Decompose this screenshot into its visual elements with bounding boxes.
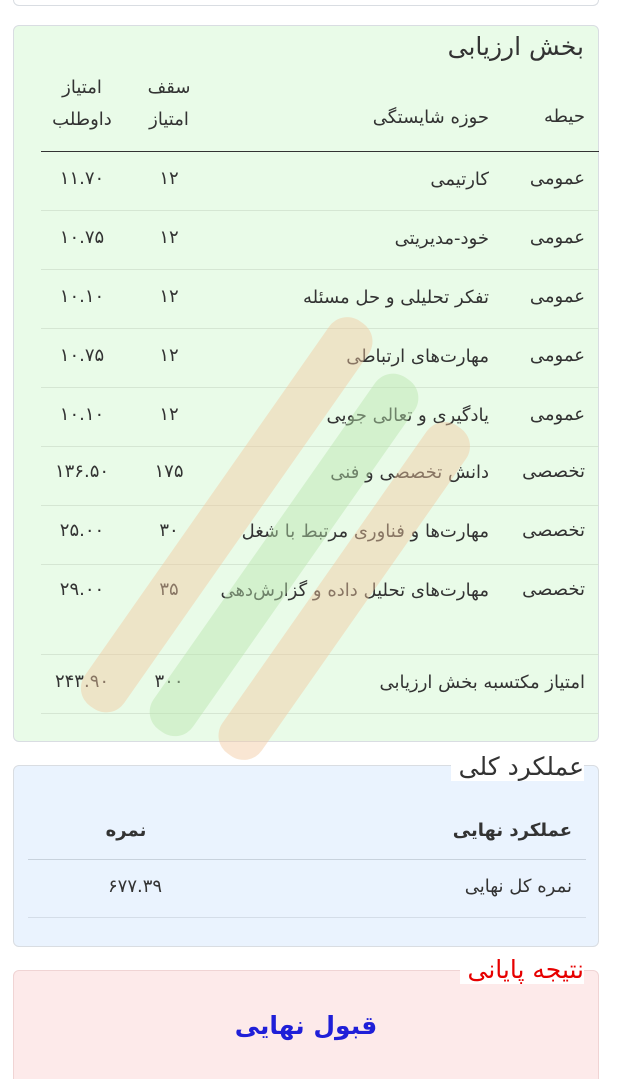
overall-title: عملکرد کلی <box>451 752 584 781</box>
row-area: تخصصی <box>522 579 585 600</box>
row-competency: یادگیری و تعالی جویی <box>326 405 489 426</box>
previous-card-bottom <box>13 0 599 6</box>
row-score: ۱۳۶.۵۰ <box>54 461 110 482</box>
overall-label: نمره کل نهایی <box>464 876 572 897</box>
row-cap: ۱۲ <box>159 345 179 366</box>
row-area: عمومی <box>529 286 585 307</box>
header-area: حیطه <box>544 106 585 127</box>
row-score: ۲۹.۰۰ <box>59 579 105 600</box>
row-competency: دانش تخصصی و فنی <box>330 462 489 483</box>
row-area: عمومی <box>529 345 585 366</box>
row-cap: ۳۵ <box>159 579 179 600</box>
row-cap: ۱۲ <box>159 404 179 425</box>
total-row <box>41 655 599 714</box>
row-area: عمومی <box>529 168 585 189</box>
table-row <box>41 211 599 270</box>
table-row <box>41 152 599 211</box>
row-cap: ۱۲ <box>159 227 179 248</box>
row-area: تخصصی <box>522 520 585 541</box>
row-competency: مهارت‌ها و فناوری مرتبط با شغل <box>241 521 489 542</box>
header-cap-line1: سقف <box>147 77 191 98</box>
header-cap-line2: امتیاز <box>149 109 189 130</box>
assessment-section <box>13 25 599 742</box>
total-label: امتیاز مکتسبه بخش ارزیابی <box>379 672 585 693</box>
table-row <box>41 447 599 506</box>
row-area: تخصصی <box>522 461 585 482</box>
total-cap: ۳۰۰ <box>154 671 184 692</box>
result-title: نتیجه پایانی <box>460 955 584 984</box>
table-row <box>41 506 599 565</box>
header-score-line2: داوطلب <box>52 109 112 130</box>
header-performance: عملکرد نهایی <box>452 820 572 841</box>
total-score: ۲۴۳.۹۰ <box>54 671 110 692</box>
header-score-line1: امتیاز <box>62 77 102 98</box>
row-score: ۱۰.۷۵ <box>59 227 105 248</box>
table-row <box>41 565 599 655</box>
row-cap: ۱۲ <box>159 168 179 189</box>
table-row <box>41 270 599 329</box>
row-score: ۱۰.۱۰ <box>59 404 105 425</box>
row-score: ۲۵.۰۰ <box>59 520 105 541</box>
header-competency: حوزه شایستگی <box>372 107 489 128</box>
row-area: عمومی <box>529 227 585 248</box>
assessment-title: بخش ارزیابی <box>447 32 584 61</box>
row-competency: خود-مدیریتی <box>394 228 489 249</box>
table-row <box>28 860 586 918</box>
table-row <box>41 329 599 388</box>
row-competency: مهارت‌های ارتباطی <box>346 346 489 367</box>
overall-value: ۶۷۷.۳۹ <box>108 876 163 897</box>
result-status: قبول نهایی <box>234 1011 378 1040</box>
table-row <box>41 388 599 447</box>
overall-section <box>13 752 599 947</box>
result-section <box>13 955 599 1079</box>
row-competency: کارتیمی <box>430 169 489 190</box>
row-score: ۱۰.۱۰ <box>59 286 105 307</box>
row-cap: ۳۰ <box>159 520 179 541</box>
header-grade: نمره <box>105 820 147 841</box>
row-cap: ۱۲ <box>159 286 179 307</box>
row-score: ۱۱.۷۰ <box>59 168 105 189</box>
assessment-table-header <box>41 70 599 152</box>
row-competency: تفکر تحلیلی و حل مسئله <box>302 287 489 308</box>
row-score: ۱۰.۷۵ <box>59 345 105 366</box>
overall-table-header <box>28 800 586 860</box>
row-competency: مهارت‌های تحلیل داده و گزارش‌دهی <box>220 580 489 601</box>
row-cap: ۱۷۵ <box>154 461 184 482</box>
row-area: عمومی <box>529 404 585 425</box>
